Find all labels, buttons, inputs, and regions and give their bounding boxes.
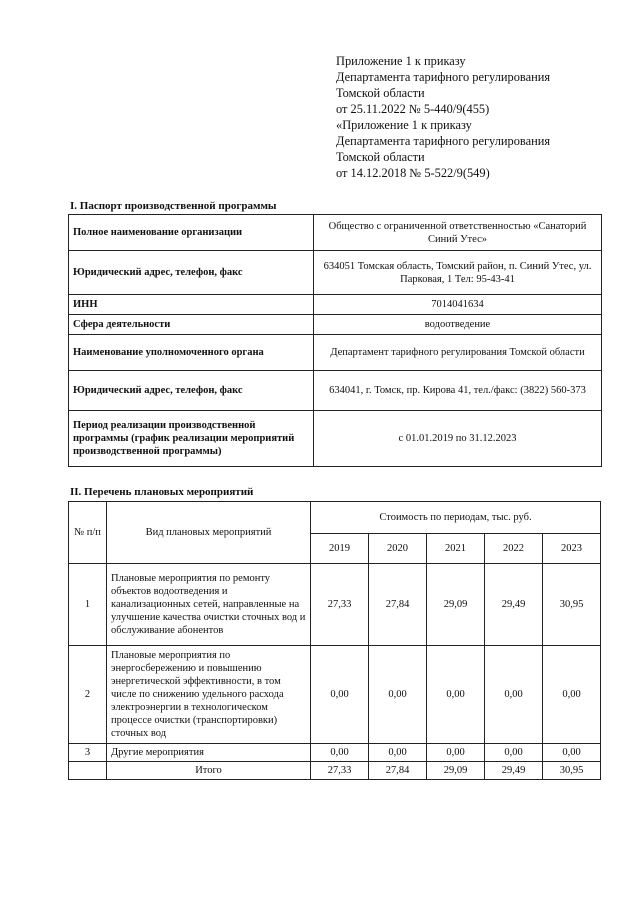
row-value: 0,00 xyxy=(369,646,427,744)
row-value: Общество с ограниченной ответственностью «Санаторий Синий Утес» xyxy=(314,215,602,251)
row-measure: Другие мероприятия xyxy=(107,744,311,762)
header-year: 2022 xyxy=(485,534,543,564)
header-line: от 25.11.2022 № 5-440/9(455) xyxy=(336,102,490,116)
header-line: Томской области xyxy=(336,150,425,164)
table-row xyxy=(69,295,602,315)
table-row xyxy=(69,371,602,411)
measures-table xyxy=(68,501,601,780)
row-value: 29,09 xyxy=(427,564,485,646)
row-label: Период реализации производственной программы (график реализации мероприятий производственной программы) xyxy=(69,411,314,467)
row-value: 0,00 xyxy=(543,646,601,744)
row-num: 2 xyxy=(69,646,107,744)
row-measure: Плановые мероприятия по энергосбережению и повышению энергетической эффективности, в том числе по снижению удельного расхода электроэнергии в технологическом процессе очистки (транспортировки) сточных вод xyxy=(107,646,311,744)
row-label: Сфера деятельности xyxy=(69,315,314,335)
total-num-empty xyxy=(69,762,107,780)
row-value: 0,00 xyxy=(543,744,601,762)
row-label: ИНН xyxy=(69,295,314,315)
row-value: 0,00 xyxy=(427,646,485,744)
total-value: 29,09 xyxy=(427,762,485,780)
row-value: 634051 Томская область, Томский район, п. Синий Утес, ул. Парковая, 1 Тел: 95-43-41 xyxy=(314,251,602,295)
row-value: 0,00 xyxy=(369,744,427,762)
table-header-row xyxy=(69,502,601,534)
total-value: 27,33 xyxy=(311,762,369,780)
row-value: 30,95 xyxy=(543,564,601,646)
row-label: Полное наименование организации xyxy=(69,215,314,251)
header-cost: Стоимость по периодам, тыс. руб. xyxy=(311,502,601,534)
total-value: 29,49 xyxy=(485,762,543,780)
header-line: «Приложение 1 к приказу xyxy=(336,118,472,132)
table-row xyxy=(69,411,602,467)
total-row xyxy=(69,762,601,780)
row-value: 634041, г. Томск, пр. Кирова 41, тел./факс: (3822) 560-373 xyxy=(314,371,602,411)
total-value: 27,84 xyxy=(369,762,427,780)
row-measure: Плановые мероприятия по ремонту объектов водоотведения и канализационных сетей, направленные на улучшение качества очистки сточных вод и обслуживание абонентов xyxy=(107,564,311,646)
row-value: 0,00 xyxy=(427,744,485,762)
table-row xyxy=(69,744,601,762)
table-row xyxy=(69,215,602,251)
table-row xyxy=(69,315,602,335)
row-num: 3 xyxy=(69,744,107,762)
row-value: Департамент тарифного регулирования Томской области xyxy=(314,335,602,371)
row-value: 0,00 xyxy=(311,744,369,762)
row-value: водоотведение xyxy=(314,315,602,335)
header-year: 2019 xyxy=(311,534,369,564)
header-line: Департамента тарифного регулирования xyxy=(336,134,551,148)
header-line: от 14.12.2018 № 5-522/9(549) xyxy=(336,166,490,180)
header-line: Департамента тарифного регулирования xyxy=(336,70,551,84)
table-row xyxy=(69,564,601,646)
row-value: 0,00 xyxy=(485,646,543,744)
table-row xyxy=(69,251,602,295)
passport-table xyxy=(68,214,602,467)
header-year: 2021 xyxy=(427,534,485,564)
header-measure-type: Вид плановых мероприятий xyxy=(107,502,311,564)
section-title-passport: I. Паспорт производственной программы xyxy=(70,200,277,212)
row-value: 0,00 xyxy=(485,744,543,762)
row-label: Юридический адрес, телефон, факс xyxy=(69,371,314,411)
row-num: 1 xyxy=(69,564,107,646)
table-row xyxy=(69,335,602,371)
total-value: 30,95 xyxy=(543,762,601,780)
header-year: 2023 xyxy=(543,534,601,564)
total-label: Итого xyxy=(107,762,311,780)
row-value: 27,33 xyxy=(311,564,369,646)
header-line: Томской области xyxy=(336,86,425,100)
header-line: Приложение 1 к приказу xyxy=(336,54,466,68)
section-title-measures: II. Перечень плановых мероприятий xyxy=(70,486,254,498)
row-value: 27,84 xyxy=(369,564,427,646)
row-value: 7014041634 xyxy=(314,295,602,315)
row-value: с 01.01.2019 по 31.12.2023 xyxy=(314,411,602,467)
header-year: 2020 xyxy=(369,534,427,564)
table-row xyxy=(69,646,601,744)
row-label: Юридический адрес, телефон, факс xyxy=(69,251,314,295)
row-value: 29,49 xyxy=(485,564,543,646)
header-num: № п/п xyxy=(69,502,107,564)
row-value: 0,00 xyxy=(311,646,369,744)
appendix-header xyxy=(336,53,626,181)
row-label: Наименование уполномоченного органа xyxy=(69,335,314,371)
